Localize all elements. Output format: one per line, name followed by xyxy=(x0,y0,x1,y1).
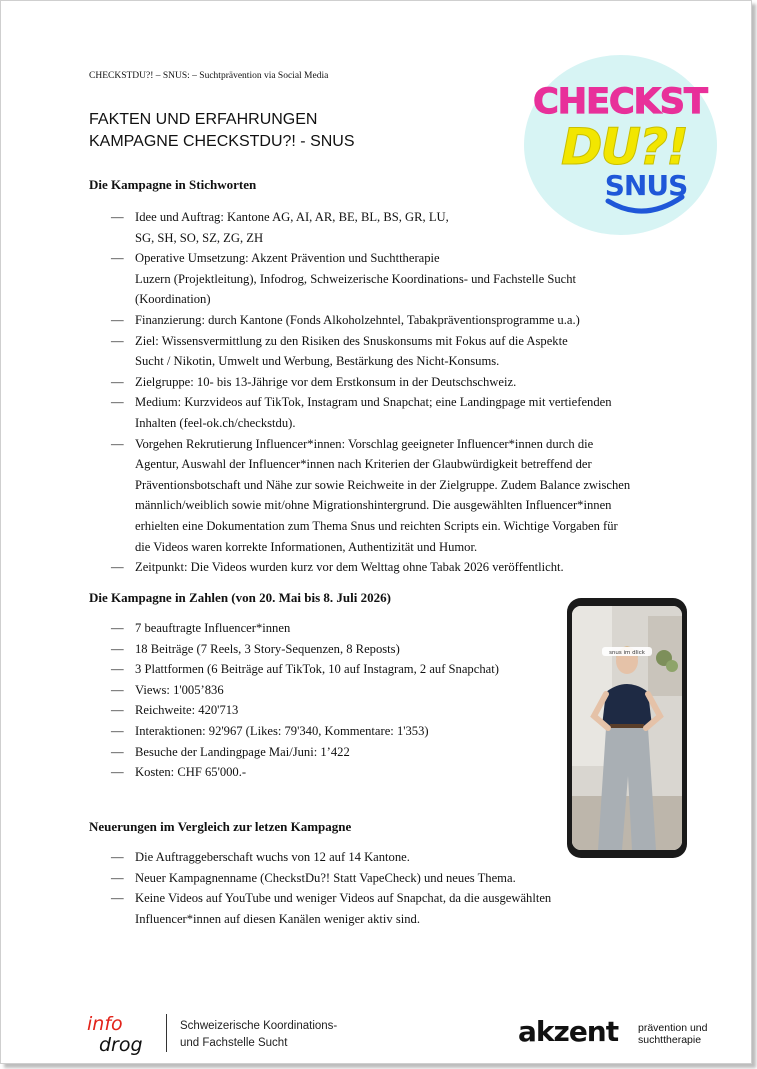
title-line-2: KAMPAGNE CHECKSTDU?! - SNUS xyxy=(89,133,355,150)
infodrog-org-name xyxy=(180,1018,337,1052)
list-item-line: Agentur, Auswahl der Influencer*innen nach Kriterien der Glaubwürdigkeit betreffend der xyxy=(135,457,592,472)
influencer-video-image xyxy=(572,606,682,850)
keywords-list xyxy=(111,207,630,578)
list-item-line: Präventionsbotschaft und Nähe zur sowie Reichweite in der Zielgruppe. Zudem Balance zwischen xyxy=(135,477,631,492)
list-item-line: Luzern (Projektleitung), Infodrog, Schweizerische Koordinations- und Fachstelle Sucht xyxy=(135,271,577,286)
org-line-1: Schweizerische Koordinations- xyxy=(180,1020,338,1032)
title-line-1: FAKTEN UND ERFAHRUNGEN xyxy=(89,111,318,128)
logo-text-du: DU?! xyxy=(561,118,687,176)
news-item xyxy=(111,847,551,868)
section-heading-numbers: Die Kampagne in Zahlen (von 20. Mai bis 8. Juli 2026) xyxy=(89,590,391,605)
list-item-line: — Operative Umsetzung: Akzent Prävention und Suchttherapie xyxy=(135,251,440,266)
keyword-item xyxy=(111,434,630,558)
news-list xyxy=(111,847,551,929)
list-item-line: — Besuche der Landingpage Mai/Juni: 1’422 xyxy=(135,744,350,759)
list-item-line: — 3 Plattformen (6 Beiträge auf TikTok, 10 auf Instagram, 2 auf Snapchat) xyxy=(135,662,499,677)
news-item xyxy=(111,868,551,889)
section-heading-news: Neuerungen im Vergleich zur letzen Kampagne xyxy=(89,819,352,834)
list-item-line: — 18 Beiträge (7 Reels, 3 Story-Sequenzen, 8 Reposts) xyxy=(135,641,400,656)
list-item-line: Inhalten (feel-ok.ch/checkstdu). xyxy=(135,415,296,430)
list-item-line: Sucht / Nikotin, Umwelt und Werbung, Bestärkung des Nicht-Konsums. xyxy=(135,354,500,369)
infodrog-logo-drog: drog xyxy=(99,1034,143,1056)
list-item-line: — Medium: Kurzvideos auf TikTok, Instagram und Snapchat; eine Landingpage mit vertiefenden xyxy=(135,395,612,410)
number-item xyxy=(111,680,499,701)
keyword-item xyxy=(111,310,630,331)
list-item-line: Influencer*innen auf diesen Kanälen weniger aktiv sind. xyxy=(135,911,421,926)
list-item-line: männlich/weiblich sowie mit/ohne Migrationshintergrund. Die ausgewählten Influencer*innen xyxy=(135,498,612,513)
list-item-line: die Videos waren korrekte Informationen, Authentizität und Humor. xyxy=(135,539,478,554)
keyword-item xyxy=(111,331,630,372)
footer-divider xyxy=(166,1014,167,1052)
list-item-line: — Interaktionen: 92'967 (Likes: 79'340, Kommentare: 1'353) xyxy=(135,723,429,738)
document-title xyxy=(89,109,355,153)
news-item xyxy=(111,888,551,929)
phone-screen xyxy=(572,606,682,850)
list-item-line: (Koordination) xyxy=(135,292,211,307)
number-item xyxy=(111,618,499,639)
akzent-tagline xyxy=(638,1022,707,1046)
section-heading-keywords: Die Kampagne in Stichworten xyxy=(89,177,257,192)
keyword-item xyxy=(111,248,630,310)
running-header: CHECKSTDU?! – SNUS: – Suchtprävention via Social Media xyxy=(89,71,329,81)
logo-text-snus: SNUS xyxy=(604,169,688,202)
list-item-line: — Idee und Auftrag: Kantone AG, AI, AR, BE, BL, BS, GR, LU, xyxy=(135,210,449,224)
list-item-line: erhielten eine Dokumentation zum Thema Snus und reichten Scripts ein. Wichtige Vorgaben für xyxy=(135,518,618,533)
akzent-tagline-2: suchttherapie xyxy=(638,1034,702,1046)
list-item-line: — Die Auftraggeberschaft wuchs von 12 auf 14 Kantone. xyxy=(135,850,410,864)
list-item-line: — Finanzierung: durch Kantone (Fonds Alkoholzehntel, Tabakpräventionsprogramme u.a.) xyxy=(135,312,580,327)
list-item-line: — Views: 1'005’836 xyxy=(135,682,224,697)
list-item-line: — Vorgehen Rekrutierung Influencer*innen: Vorschlag geeigneter Influencer*innen durch die xyxy=(135,436,594,451)
keyword-item xyxy=(111,392,630,433)
list-item-line: — Zeitpunkt: Die Videos wurden kurz vor dem Welttag ohne Tabak 2026 veröffentlicht. xyxy=(135,560,564,575)
phone-mockup xyxy=(567,598,687,858)
number-item xyxy=(111,659,499,680)
number-item xyxy=(111,639,499,660)
org-line-2: und Fachstelle Sucht xyxy=(180,1037,288,1049)
list-item-line: — Neuer Kampagnenname (CheckstDu?! Statt VapeCheck) und neues Thema. xyxy=(135,870,516,885)
number-item xyxy=(111,700,499,721)
keyword-item xyxy=(111,207,630,248)
numbers-list xyxy=(111,618,499,783)
number-item xyxy=(111,742,499,763)
infodrog-logo xyxy=(85,1011,175,1057)
list-item-line: — Zielgruppe: 10- bis 13-Jährige vor dem Erstkonsum in der Deutschschweiz. xyxy=(135,374,517,389)
list-item-line: — Ziel: Wissensvermittlung zu den Risiken des Snuskonsums mit Fokus auf die Aspekte xyxy=(135,333,568,348)
list-item-line: — Reichweite: 420'713 xyxy=(135,703,239,718)
akzent-tagline-1: prävention und xyxy=(638,1022,708,1034)
number-item xyxy=(111,721,499,742)
video-caption: snus im dlick xyxy=(609,650,645,656)
infodrog-logo-info: info xyxy=(87,1013,123,1035)
akzent-logo: akzent xyxy=(518,1015,619,1048)
list-item-line: — 7 beauftragte Influencer*innen xyxy=(135,621,291,635)
list-item-line: — Kosten: CHF 65'000.- xyxy=(135,765,247,780)
number-item xyxy=(111,762,499,783)
list-item-line: — Keine Videos auf YouTube und weniger Videos auf Snapchat, da die ausgewählten xyxy=(135,891,552,906)
logo-text-checkst: CHECKST xyxy=(533,82,707,122)
keyword-item xyxy=(111,557,630,578)
list-item-line: SG, SH, SO, SZ, ZG, ZH xyxy=(135,230,264,245)
keyword-item xyxy=(111,372,630,393)
